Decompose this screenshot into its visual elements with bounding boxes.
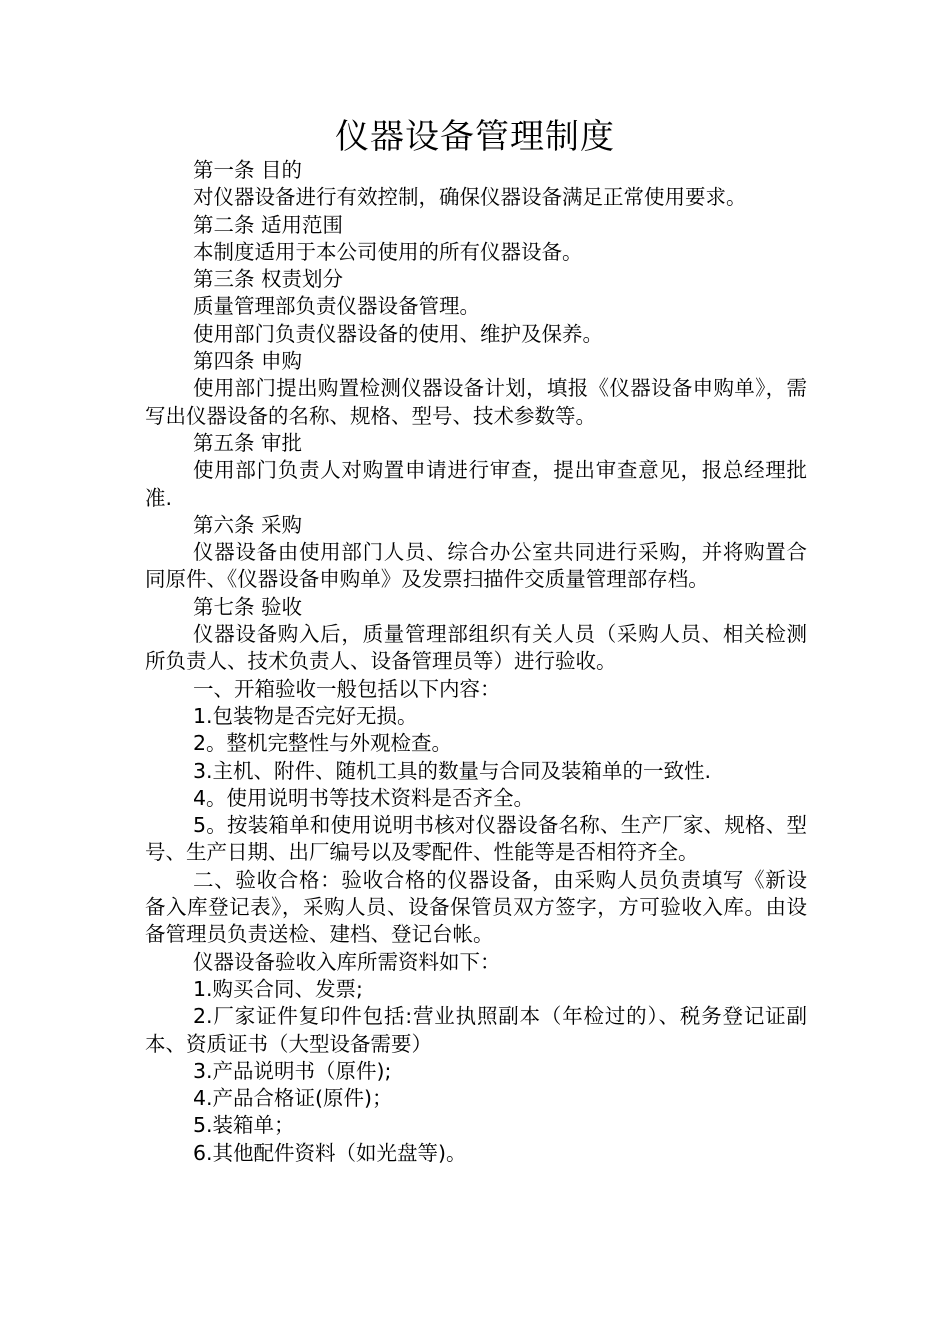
list-item: 2。整机完整性与外观检查。 — [193, 731, 453, 756]
section-heading-responsibilities: 第三条 权责划分 — [193, 267, 344, 292]
document-body — [145, 157, 807, 1167]
list-item: 1.购买合同、发票; — [193, 976, 363, 1001]
section-heading-purchase-request: 第四条 申购 — [193, 349, 303, 374]
paragraph: 质量管理部负责仪器设备管理。 — [193, 294, 480, 319]
section-heading-approval: 第五条 审批 — [193, 430, 303, 455]
list-item: 6.其他配件资料（如光盘等)。 — [193, 1140, 467, 1165]
section-heading-procurement: 第六条 采购 — [193, 512, 303, 537]
document-title: 仪器设备管理制度 — [335, 117, 615, 157]
section-heading-purpose: 第一条 目的 — [193, 158, 303, 182]
paragraph: 本制度适用于本公司使用的所有仪器设备。 — [193, 239, 583, 264]
paragraph: 二、验收合格：验收合格的仪器设备，由采购人员负责填写《新设备入库登记表》，采购人员、设备保管员双方签字，方可验收入库。由设备管理员负责送检、建档、登记台帐。 — [145, 867, 807, 947]
section-heading-acceptance: 第七条 验收 — [193, 594, 303, 619]
list-item: 1.包装物是否完好无损。 — [193, 703, 418, 728]
list-item: 4.产品合格证(原件)； — [193, 1086, 393, 1111]
subsection-heading: 一、开箱验收一般包括以下内容： — [193, 676, 501, 701]
paragraph: 仪器设备购入后，质量管理部组织有关人员（采购人员、相关检测所负责人、技术负责人、设备管理员等）进行验收。 — [145, 622, 807, 674]
list-item: 2.厂家证件复印件包括:营业执照副本（年检过的）、税务登记证副本、资质证书（大型设备需要） — [145, 1004, 807, 1056]
list-item: 3.产品说明书（原件); — [193, 1058, 392, 1083]
list-item: 5.装箱单； — [193, 1113, 295, 1138]
list-item: 3.主机、附件、随机工具的数量与合同及装箱单的一致性. — [193, 758, 712, 783]
paragraph: 使用部门提出购置检测仪器设备计划，填报《仪器设备申购单》，需写出仪器设备的名称、规格、型号、技术参数等。 — [145, 376, 807, 428]
list-item: 4。使用说明书等技术资料是否齐全。 — [193, 785, 535, 810]
paragraph: 仪器设备验收入库所需资料如下： — [193, 949, 501, 974]
paragraph: 使用部门负责仪器设备的使用、维护及保养。 — [193, 321, 603, 346]
list-item: 5。按装箱单和使用说明书核对仪器设备名称、生产厂家、规格、型号、生产日期、出厂编号以及零配件、性能等是否相符齐全。 — [145, 813, 807, 865]
paragraph: 仪器设备由使用部门人员、综合办公室共同进行采购，并将购置合同原件、《仪器设备申购单》及发票扫描件交质量管理部存档。 — [145, 540, 807, 592]
section-heading-scope: 第二条 适用范围 — [193, 212, 344, 237]
paragraph: 对仪器设备进行有效控制，确保仪器设备满足正常使用要求。 — [193, 185, 747, 210]
paragraph: 使用部门负责人对购置申请进行审查，提出审查意见，报总经理批准. — [145, 458, 807, 510]
